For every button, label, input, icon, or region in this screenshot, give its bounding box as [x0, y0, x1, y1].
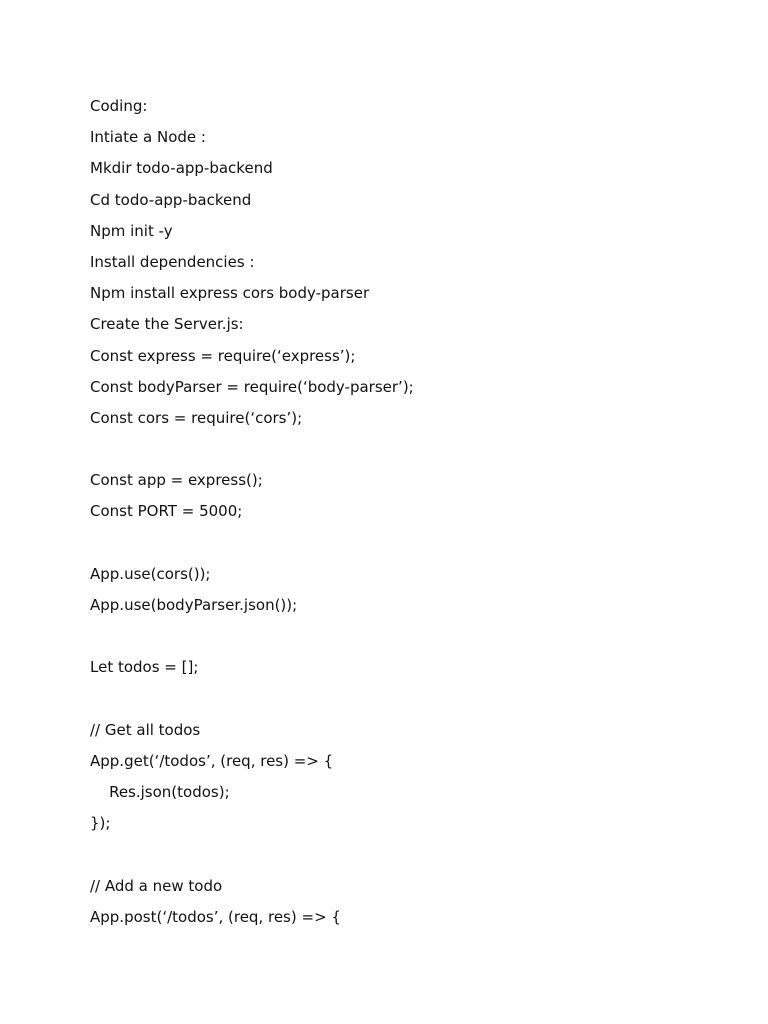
command-line: Npm install express cors body-parser — [90, 284, 370, 303]
code-comment: // Add a new todo — [90, 876, 223, 895]
blank-line — [90, 434, 730, 465]
code-line: App.use(bodyParser.json()); — [90, 596, 298, 614]
command-line: Mkdir todo-app-backend — [90, 159, 273, 178]
code-line: App.get(‘/todos’, (req, res) => { — [90, 751, 334, 770]
blank-line — [90, 621, 730, 652]
code-line: Const app = express(); — [90, 471, 263, 490]
code-line: Const express = require(‘express’); — [90, 346, 356, 365]
code-line: Const cors = require(‘cors’); — [90, 408, 303, 427]
document-body — [90, 91, 730, 933]
command-line: Npm init -y — [90, 221, 173, 240]
text-line: Create the Server.js: — [90, 315, 244, 334]
blank-line — [90, 684, 730, 715]
command-line: Cd todo-app-backend — [90, 190, 252, 209]
code-comment: // Get all todos — [90, 720, 201, 739]
code-line: Const PORT = 5000; — [90, 502, 243, 521]
code-line: App.use(cors()); — [90, 564, 211, 583]
code-line: Let todos = []; — [90, 658, 199, 677]
blank-line — [90, 528, 730, 559]
code-line: Res.json(todos); — [90, 783, 230, 802]
text-line: Intiate a Node : — [90, 128, 206, 147]
code-line: Const bodyParser = require(‘body-parser’); — [90, 377, 414, 396]
blank-line — [90, 840, 730, 871]
heading-coding: Coding: — [90, 97, 148, 115]
text-line: Install dependencies : — [90, 252, 255, 271]
code-line: App.post(‘/todos’, (req, res) => { — [90, 907, 341, 926]
code-line: }); — [90, 814, 111, 833]
